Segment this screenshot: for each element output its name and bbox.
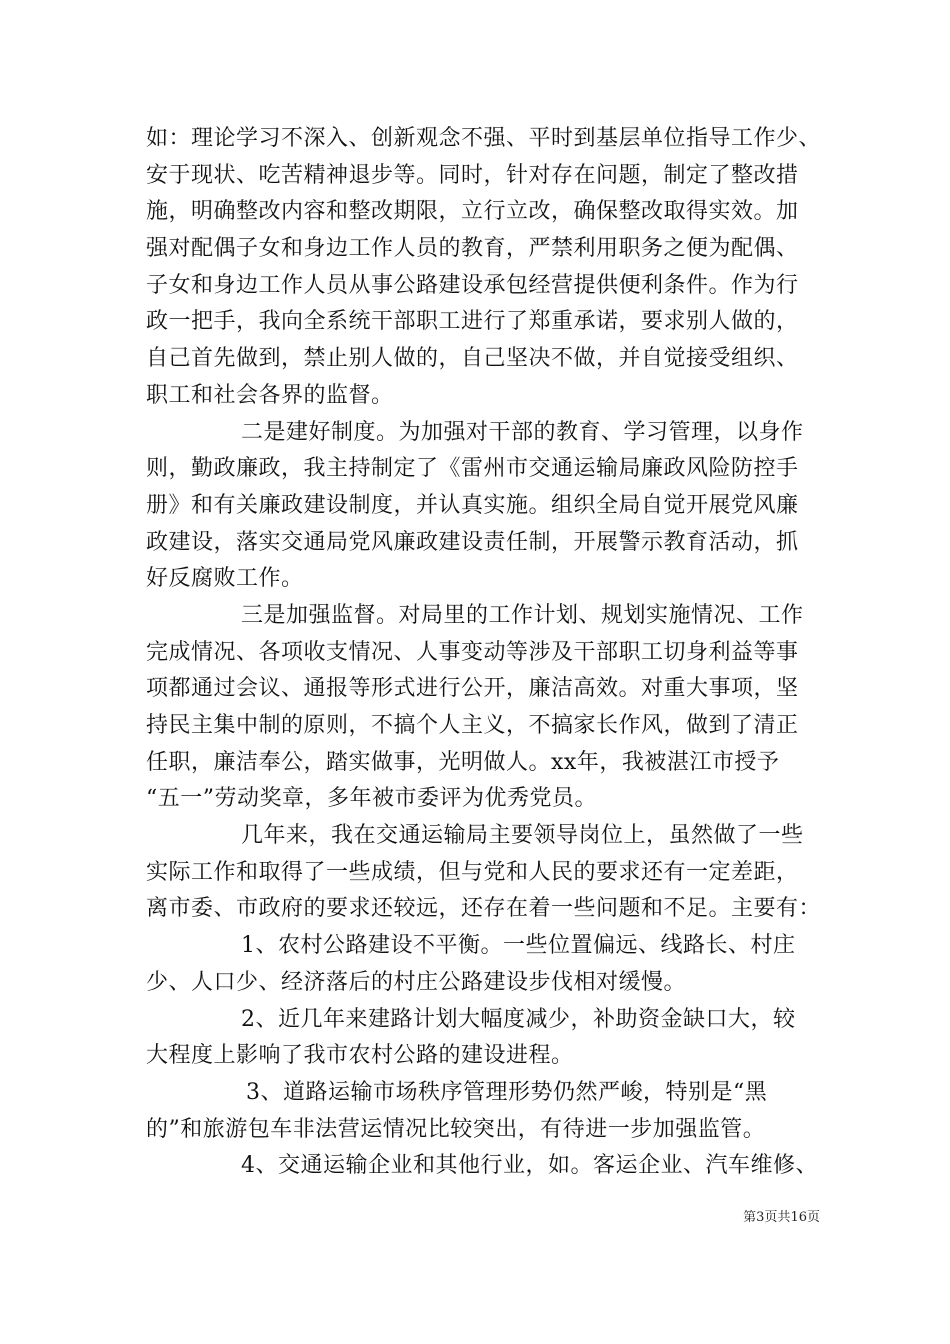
text-line: 大程度上影响了我市农村公路的建设进程。 (146, 1043, 574, 1069)
list-item-line: 3、道路运输市场秩序管理形势仍然严峻，特别是“黑 (246, 1079, 768, 1105)
paragraph-start-line: 三是加强监督。对局里的工作计划、规划实施情况、工作 (241, 602, 804, 628)
text-line: 任职，廉洁奉公，踏实做事，光明做人。xx年，我被湛江市授予 (146, 749, 780, 775)
text-line: 好反腐败工作。 (146, 566, 304, 592)
text-line: 政建设，落实交通局党风廉政建设责任制，开展警示教育活动，抓 (146, 529, 799, 555)
text-line: 实际工作和取得了一些成绩，但与党和人民的要求还有一定差距， (146, 859, 799, 885)
text-line: 完成情况、各项收支情况、人事变动等涉及干部职工切身利益等事 (146, 639, 799, 665)
text-line: 册》和有关廉政建设制度，并认真实施。组织全局自觉开展党风廉 (146, 492, 799, 518)
text-line: 如：理论学习不深入、创新观念不强、平时到基层单位指导工作少、 (146, 126, 822, 151)
paragraph-start-line: 二是建好制度。为加强对干部的教育、学习管理，以身作 (241, 419, 804, 445)
text-line: 强对配偶子女和身边工作人员的教育，严禁利用职务之便为配偶、 (146, 236, 799, 262)
text-line: 则，勤政廉政，我主持制定了《雷州市交通运输局廉政风险防控手 (146, 456, 799, 482)
text-line: 施，明确整改内容和整改期限，立行立改，确保整改取得实效。加 (146, 199, 799, 225)
document-body (146, 121, 826, 1185)
text-line: 离市委、市政府的要求还较远，还存在着一些问题和不足。主要有： (146, 896, 822, 922)
paragraph-start-line: 几年来，我在交通运输局主要领导岗位上，虽然做了一些 (241, 823, 804, 849)
text-line: 的”和旅游包车非法营运情况比较突出，有待进一步加强监管。 (146, 1116, 766, 1142)
text-line: 项都通过会议、通报等形式进行公开，廉洁高效。对重大事项，坚 (146, 676, 799, 702)
text-line: 职工和社会各界的监督。 (146, 382, 394, 408)
list-item-line: 2、近几年来建路计划大幅度减少，补助资金缺口大，较 (241, 1006, 796, 1032)
text-line: 子女和身边工作人员从事公路建设承包经营提供便利条件。作为行 (146, 272, 799, 298)
text-line: 少、人口少、经济落后的村庄公路建设步伐相对缓慢。 (146, 969, 687, 995)
text-line: 安于现状、吃苦精神退步等。同时，针对存在问题，制定了整改措 (146, 162, 799, 188)
list-item-line: 4、交通运输企业和其他行业，如。客运企业、汽车维修、 (241, 1153, 818, 1179)
page-number: 第3页共16页 (743, 1210, 820, 1225)
text-line: 政一把手，我向全系统干部职工进行了郑重承诺，要求别人做的， (146, 309, 799, 335)
text-line: 持民主集中制的原则，不搞个人主义，不搞家长作风，做到了清正 (146, 713, 799, 738)
text-line: “五一”劳动奖章，多年被市委评为优秀党员。 (146, 786, 597, 812)
text-line: 自己首先做到，禁止别人做的，自己坚决不做，并自觉接受组织、 (146, 346, 799, 372)
list-item-line: 1、农村公路建设不平衡。一些位置偏远、线路长、村庄 (241, 933, 796, 959)
